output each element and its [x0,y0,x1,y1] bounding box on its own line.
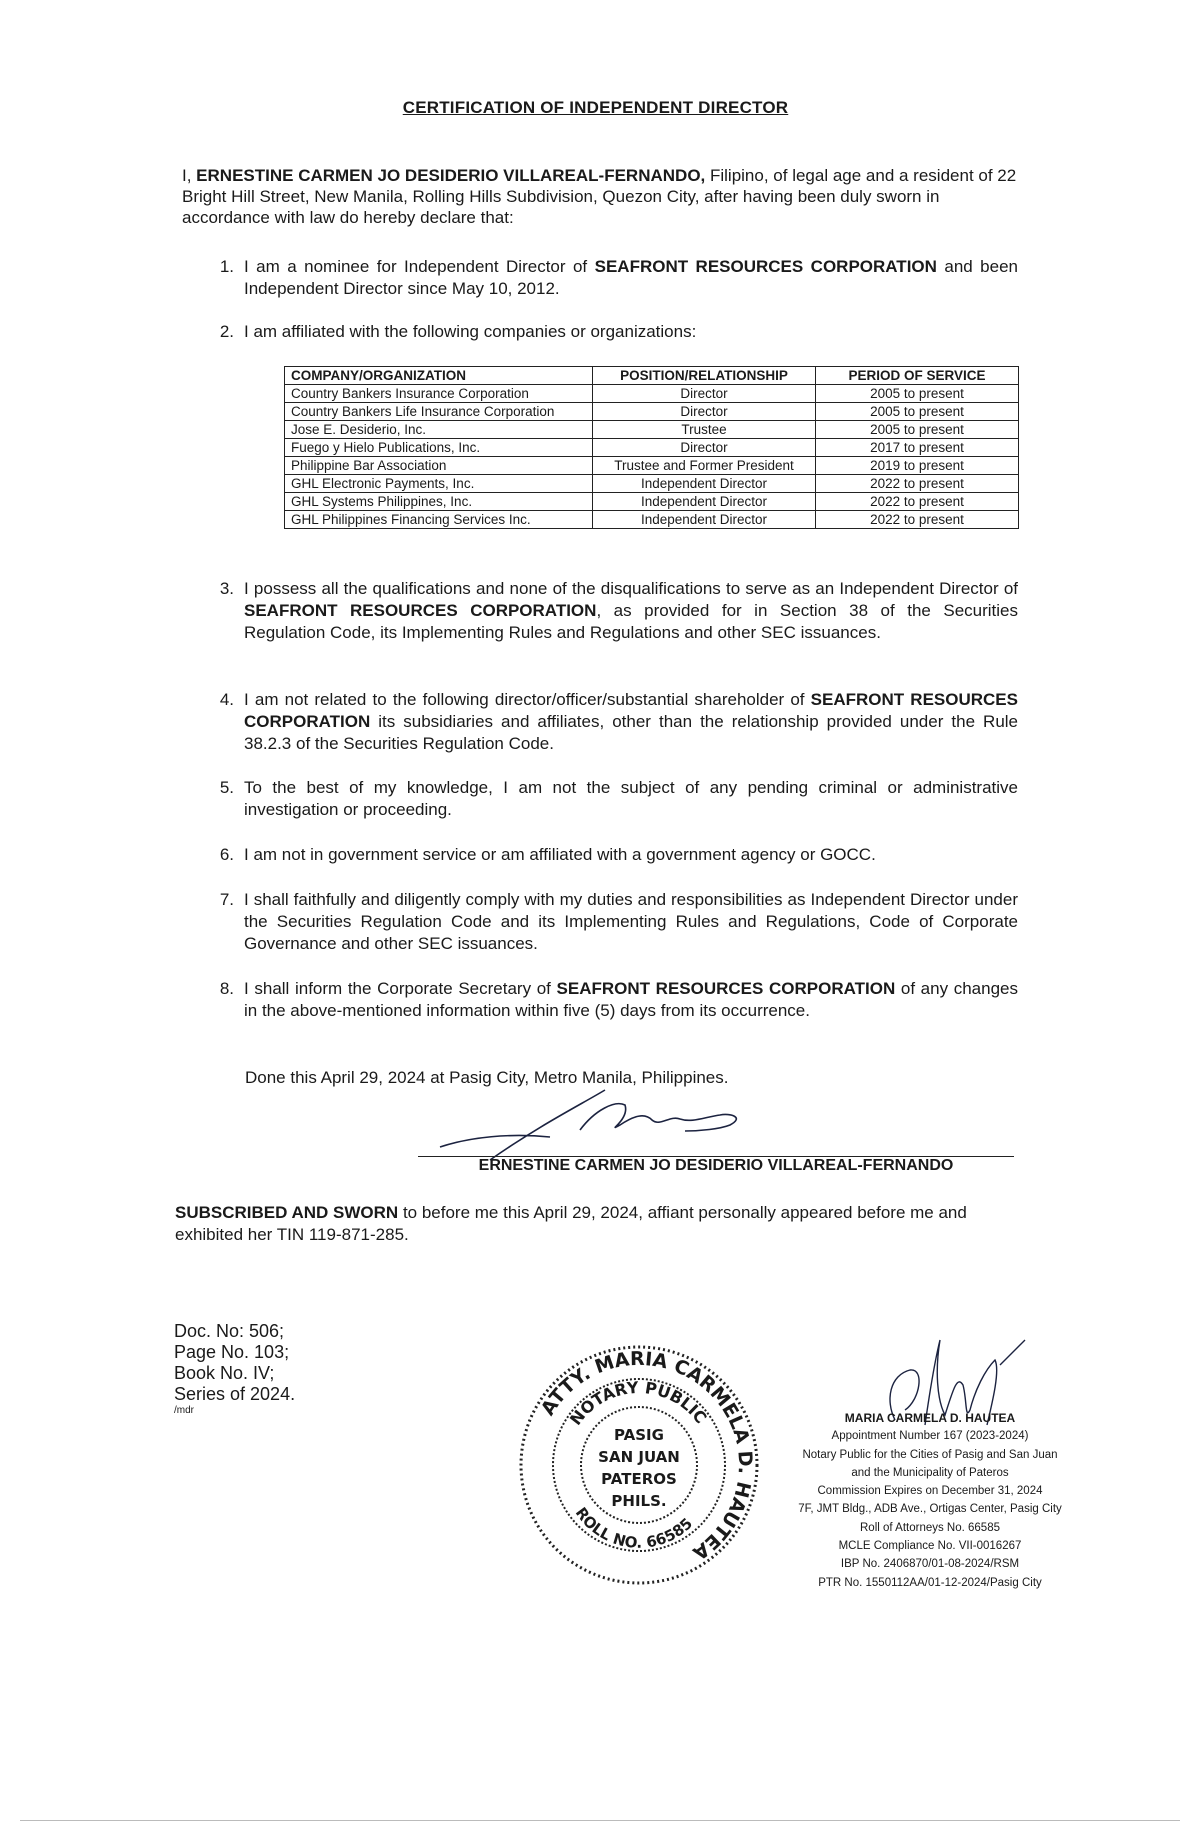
notary-block [780,1409,1080,1592]
document-title: CERTIFICATION OF INDEPENDENT DIRECTOR [402,98,789,117]
declaration-item-6 [219,844,1018,866]
notary-line: Notary Public for the Cities of Pasig and San Juan [802,1448,1058,1461]
notary-line: Roll of Attorneys No. 66585 [860,1521,1000,1534]
table-row [285,421,1019,439]
cell-company: Country Bankers Insurance Corporation [285,385,593,403]
item-text: I shall inform the Corporate Secretary of [244,979,557,998]
notary-seal [514,1340,764,1590]
done-statement: Done this April 29, 2024 at Pasig City, Metro Manila, Philippines. [245,1068,729,1087]
cell-period: 2005 to present [816,385,1019,403]
intro-paragraph [182,165,1020,228]
seal-center-line: PHILS. [611,1492,667,1510]
seal-center-line: PATEROS [601,1470,677,1488]
notary-line: 7F, JMT Bldg., ADB Ave., Ortigas Center, Pasig City [798,1503,1062,1516]
item-number: 5. [219,778,234,797]
affiant-name: ERNESTINE CARMEN JO DESIDERIO VILLAREAL-FERNANDO, [196,166,706,185]
item-text: I am a nominee for Independent Director of [244,257,595,276]
item-text: I am not related to the following director/officer/substantial shareholder of [244,690,811,709]
table-row [285,475,1019,493]
table-row [285,403,1019,421]
seal-inner-text: NOTARY PUBLIC [566,1377,711,1429]
series-year: Series of 2024. [174,1384,296,1404]
cell-period: 2017 to present [816,439,1019,457]
cell-period: 2005 to present [816,421,1019,439]
cell-position: Director [593,385,816,403]
notary-line: Commission Expires on December 31, 2024 [817,1485,1043,1498]
cell-position: Trustee [593,421,816,439]
seal-center-line: PASIG [614,1426,664,1444]
declaration-item-8 [219,978,1019,1022]
cell-company: Fuego y Hielo Publications, Inc. [285,439,593,457]
cell-period: 2022 to present [816,475,1019,493]
seal-center-line: SAN JUAN [598,1448,680,1466]
column-header: PERIOD OF SERVICE [816,367,1019,385]
notarial-register-info [174,1321,295,1417]
cell-period: 2022 to present [816,493,1019,511]
cell-company: Country Bankers Life Insurance Corporation [285,403,593,421]
subscribed-text: to before me this April 29, 2024, affiant personally appeared before me and exhibited her TIN 119-871-285. [175,1203,967,1244]
notary-name: MARIA CARMELA D. HAUTEA [844,1411,1016,1425]
item-number: 7. [219,890,234,909]
item-number: 3. [219,579,234,598]
item-text: I shall faithfully and diligently comply with my duties and responsibilities as Independent Director under the Securities Regulation Code and its Implementing Rules and Regulations, Code of Corporate Governance and other SEC issuances. [244,890,1018,953]
doc-number: Doc. No: 506; [174,1321,285,1341]
cell-position: Director [593,439,816,457]
item-text: of any changes in the above-mentioned information within five (5) days from its occurrence. [244,979,1019,1020]
table-row [285,493,1019,511]
table-row [285,385,1019,403]
signatory-name: ERNESTINE CARMEN JO DESIDERIO VILLAREAL-FERNANDO [478,1157,954,1174]
notary-line: MCLE Compliance No. VII-0016267 [838,1540,1022,1553]
seal-outer-text: ATTY. MARIA CARMELA D. HAUTEA [536,1347,757,1565]
cell-company: GHL Systems Philippines, Inc. [285,493,593,511]
column-header: POSITION/RELATIONSHIP [593,367,816,385]
item-number: 8. [219,979,234,998]
company-name: SEAFRONT RESOURCES CORPORATION [244,601,597,620]
item-text: its subsidiaries and affiliates, other than the relationship provided under the Rule 38.2.3 of the Securities Regulation Code. [244,712,1018,753]
notary-line: IBP No. 2406870/01-08-2024/RSM [840,1558,1020,1571]
item-text: To the best of my knowledge, I am not the subject of any pending criminal or administrative investigation or proceeding. [244,778,1018,819]
cell-company: Jose E. Desiderio, Inc. [285,421,593,439]
item-text: I possess all the qualifications and none of the disqualifications to serve as an Independent Director of [244,579,1018,598]
company-name: SEAFRONT RESOURCES CORPORATION [244,690,1018,731]
declaration-item-4 [219,689,1018,755]
notary-line: PTR No. 1550112AA/01-12-2024/Pasig City [818,1576,1042,1589]
cell-period: 2022 to present [816,511,1019,529]
item-number: 1. [219,257,234,276]
intro-rest: Filipino, of legal age and a resident of 22 Bright Hill Street, New Manila, Rolling Hills Subdivision, Quezon City, after having been duly sworn in accordance with law do hereby declare that: [182,166,1017,227]
company-name: SEAFRONT RESOURCES CORPORATION [594,257,937,276]
page-edge-rule [20,1820,1180,1821]
cell-position: Director [593,403,816,421]
item-text: and been Independent Director since May 10, 2012. [244,257,1018,298]
cell-period: 2019 to present [816,457,1019,475]
table-row [285,457,1019,475]
table-row [285,439,1019,457]
cell-position: Independent Director [593,475,816,493]
item-number: 2. [219,322,234,341]
table-header-row [285,367,1019,385]
item-text: , as provided for in Section 38 of the Securities Regulation Code, its Implementing Rules and Regulations and other SEC issuances. [244,601,1018,642]
affiliations-table [284,366,1019,529]
declaration-item-2 [219,321,1018,343]
item-number: 6. [219,845,234,864]
seal-bottom-text: ROLL NO. 66585 [571,1504,697,1552]
subscribed-lead: SUBSCRIBED AND SWORN [175,1203,399,1222]
declaration-item-3 [219,578,1018,644]
intro-prefix: I, [182,166,197,185]
cell-company: GHL Electronic Payments, Inc. [285,475,593,493]
column-header: COMPANY/ORGANIZATION [285,367,593,385]
affiant-signature [430,1085,760,1165]
declaration-item-1 [219,256,1018,300]
initials: /mdr [174,1405,194,1416]
item-number: 4. [219,690,234,709]
cell-position: Independent Director [593,493,816,511]
cell-company: Philippine Bar Association [285,457,593,475]
notary-line: and the Municipality of Pateros [851,1466,1009,1479]
cell-position: Trustee and Former President [593,457,816,475]
cell-company: GHL Philippines Financing Services Inc. [285,511,593,529]
item-text: I am not in government service or am affiliated with a government agency or GOCC. [244,845,876,864]
company-name: SEAFRONT RESOURCES CORPORATION [556,979,896,998]
table-row [285,511,1019,529]
declaration-item-5 [219,777,1018,821]
notary-line: Appointment Number 167 (2023-2024) [831,1430,1029,1443]
subscribed-statement [175,1202,1015,1246]
page-number: Page No. 103; [174,1342,290,1362]
book-number: Book No. IV; [174,1363,275,1383]
item-text: I am affiliated with the following companies or organizations: [244,322,697,341]
cell-position: Independent Director [593,511,816,529]
cell-period: 2005 to present [816,403,1019,421]
declaration-item-7 [219,889,1018,955]
